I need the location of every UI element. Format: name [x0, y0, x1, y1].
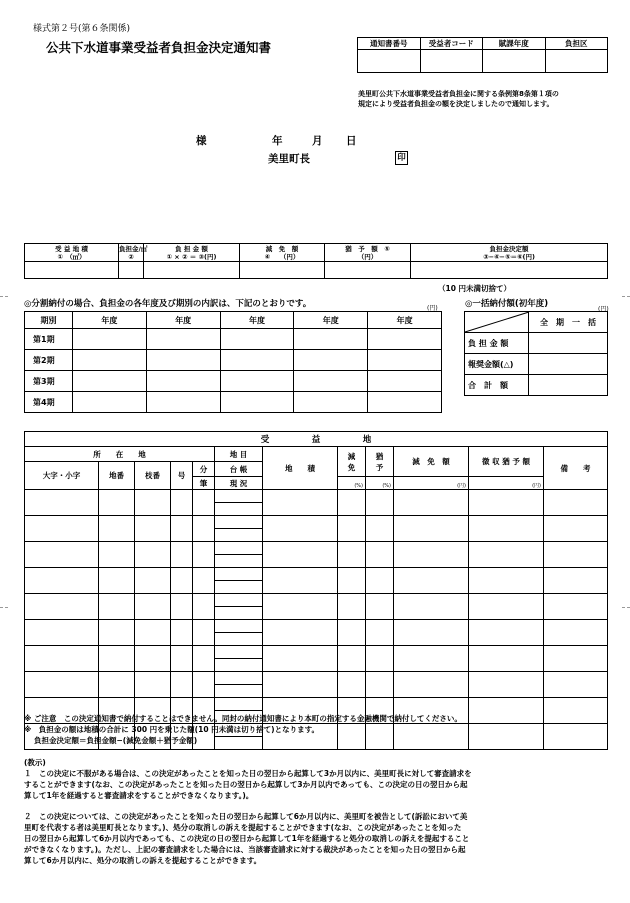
land-entry-cell: [544, 594, 608, 620]
land-entry-cell: [135, 672, 171, 698]
land-entry-cell: [469, 620, 544, 646]
year-header-5: 年度: [368, 312, 442, 329]
oaza-koaza-header: 大字・小字: [25, 462, 99, 490]
period-1-label: 第1期: [25, 329, 73, 350]
notice-number-label: 通知書番号: [358, 38, 421, 50]
land-entry-cell: [99, 490, 135, 516]
land-entry-row: [25, 620, 608, 633]
land-entry-row: [25, 646, 608, 659]
instruction-2-line-5: 算して6か月以内に、処分の取消しの訴えを提起することができます。: [24, 856, 262, 865]
land-current-cell: [215, 685, 263, 698]
land-entry-cell: [99, 568, 135, 594]
current-category-header: 現 況: [215, 477, 263, 490]
date-month-label: 月: [312, 135, 323, 147]
land-entry-cell: [338, 516, 366, 542]
branch-number-header: 枝番: [135, 462, 171, 490]
collection-deferment-header: 徴 収 猶 予 額: [469, 447, 544, 477]
deferment-rate-header: 猶 予: [366, 447, 394, 477]
land-entry-cell: [544, 672, 608, 698]
note-2: ※ 負担金の額は地積の合計に 300 円を乗じた額(10 円未満は切り捨て)となります。: [24, 725, 319, 734]
land-entry-cell: [135, 490, 171, 516]
installment-unit-label: (円): [427, 305, 438, 312]
land-entry-cell: [171, 646, 193, 672]
land-entry-cell: [338, 594, 366, 620]
form-number: 様式第２号(第６条関係): [33, 24, 131, 34]
land-entry-cell: [99, 542, 135, 568]
land-entry-cell: [394, 568, 469, 594]
land-entry-cell: [366, 516, 394, 542]
land-entry-cell: [263, 620, 338, 646]
instruction-1-line-3: 算して1年を経過すると審査請求をすることができなくなります。)。: [24, 791, 254, 800]
issuer-row: [250, 151, 450, 167]
land-current-cell: [215, 581, 263, 594]
year-header-3: 年度: [220, 312, 294, 329]
land-entry-cell: [135, 568, 171, 594]
land-entry-cell: [25, 646, 99, 672]
land-entry-cell: [193, 490, 215, 516]
land-register-cell: [215, 672, 263, 685]
land-entry-cell: [394, 594, 469, 620]
fold-mark-right-bottom: [622, 607, 630, 608]
land-entry-cell: [171, 542, 193, 568]
land-entry-row: [25, 672, 608, 685]
land-entry-cell: [171, 594, 193, 620]
land-current-cell: [215, 529, 263, 542]
land-entry-cell: [394, 490, 469, 516]
land-current-cell: [215, 555, 263, 568]
land-entry-cell: [171, 620, 193, 646]
land-entry-cell: [469, 490, 544, 516]
burden-district-value: [545, 50, 608, 73]
land-entry-cell: [469, 672, 544, 698]
year-header-2: 年度: [146, 312, 220, 329]
land-entry-cell: [366, 490, 394, 516]
levy-year-label: 賦課年度: [483, 38, 546, 50]
period-3-label: 第3期: [25, 371, 73, 392]
land-entry-cell: [338, 646, 366, 672]
land-register-cell: [215, 490, 263, 503]
lot-number-header: 地番: [99, 462, 135, 490]
remarks-header: 備 考: [544, 447, 608, 490]
land-entry-cell: [366, 646, 394, 672]
land-entry-cell: [171, 672, 193, 698]
location-header: 所 在 地: [25, 447, 215, 462]
land-entry-cell: [263, 516, 338, 542]
land-register-cell: [215, 646, 263, 659]
period-4-label: 第4期: [25, 392, 73, 413]
beneficiary-code-label: 受益者コード: [420, 38, 483, 50]
land-entry-cell: [366, 672, 394, 698]
land-entry-cell: [394, 646, 469, 672]
exemption-unit: (円): [394, 477, 469, 490]
land-entry-cell: [366, 620, 394, 646]
notice-line-2: 規定により受益者負担金の額を決定しましたので通知します。: [358, 100, 554, 108]
final-burden-value: [411, 262, 608, 279]
land-entry-cell: [193, 516, 215, 542]
exemption-amount-header: 減 免 額 ④ （円）: [240, 244, 325, 262]
land-entry-cell: [193, 542, 215, 568]
land-title: 受 益 地: [25, 432, 608, 447]
land-entry-cell: [338, 620, 366, 646]
instruction-1-line-2: することができます(なお、この決定があったことを知った日の翌日から起算して3か月以内であっても、この決定の日の翌日から起: [24, 780, 468, 789]
land-area-header: 地 積: [263, 447, 338, 490]
diagonal-line: [465, 312, 529, 332]
burden-per-m2-header: 負担金/㎡ ②: [119, 244, 148, 261]
land-entry-cell: [25, 594, 99, 620]
land-entry-cell: [263, 646, 338, 672]
land-entry-cell: [25, 516, 99, 542]
lump-sum-unit-label: (円): [598, 306, 609, 313]
land-entry-cell: [469, 516, 544, 542]
land-entry-cell: [25, 490, 99, 516]
exemption-rate-header: 減 免: [338, 447, 366, 477]
land-entry-cell: [171, 516, 193, 542]
land-entry-cell: [394, 672, 469, 698]
land-register-cell: [215, 516, 263, 529]
land-entry-cell: [99, 620, 135, 646]
deferment-amount-header: 猶 予 額 ⑤ （円）: [325, 244, 411, 262]
land-entry-cell: [193, 594, 215, 620]
deferment-amount-value: [325, 262, 411, 279]
land-entry-cell: [544, 620, 608, 646]
notice-text: [358, 89, 559, 109]
land-entry-cell: [263, 542, 338, 568]
land-current-cell: [215, 503, 263, 516]
land-entry-cell: [544, 646, 608, 672]
notice-number-value: [358, 50, 421, 73]
land-entry-cell: [338, 542, 366, 568]
land-entry-cell: [366, 568, 394, 594]
deferment-rate-unit: (%): [366, 477, 394, 490]
land-entry-cell: [99, 594, 135, 620]
land-entry-cell: [263, 568, 338, 594]
instruction-heading: (教示): [24, 758, 46, 767]
notes-block: [24, 713, 614, 746]
exemption-header: 減 免 額: [394, 447, 469, 477]
beneficiary-code-value: [420, 50, 483, 73]
date-day-label: 日: [346, 135, 357, 147]
document-title: 公共下水道事業受益者負担金決定通知書: [46, 40, 272, 55]
land-entry-cell: [469, 594, 544, 620]
land-entry-cell: [263, 672, 338, 698]
lump-sum-section-title: ◎一括納付額(初年度): [465, 299, 549, 309]
full-period-header: 全 期 一 括: [529, 312, 608, 333]
land-entry-cell: [135, 620, 171, 646]
instruction-2-line-4: ができなくなります。)。ただし、上記の審査請求をした場合には、当該審査請求に対する裁決があったことを知った日の翌日から起: [24, 845, 466, 854]
land-entry-cell: [394, 516, 469, 542]
land-current-cell: [215, 659, 263, 672]
land-entry-cell: [263, 490, 338, 516]
seal-mark: 印: [395, 151, 408, 165]
land-entry-row: [25, 698, 608, 711]
lump-burden-amount-label: 負 担 金 額: [465, 333, 529, 354]
land-entry-cell: [544, 542, 608, 568]
land-entry-cell: [135, 542, 171, 568]
land-category-header: 地 目: [215, 447, 263, 462]
land-entry-cell: [394, 542, 469, 568]
addressee-honorific: 様: [196, 135, 207, 147]
land-entry-row: [25, 490, 608, 503]
burden-amount-header: 負 担 金 額 ① × ② ＝ ③(円): [144, 244, 240, 262]
instruction-block: [24, 757, 616, 866]
land-entry-cell: [193, 672, 215, 698]
rounding-note: （10 円未満切捨て）: [438, 284, 512, 293]
note-1: ※ ご注意 この決定通知書で納付することはできません。同封の納付通知書により本町の指定する金融機関で納付してください。: [24, 714, 462, 723]
land-entry-cell: [338, 568, 366, 594]
land-current-cell: [215, 633, 263, 646]
fold-mark-left-bottom: [0, 607, 8, 608]
land-register-cell: [215, 568, 263, 581]
fold-mark-left-top: [0, 296, 8, 297]
land-register-cell: [215, 698, 263, 711]
burden-per-m2-value: [119, 262, 144, 279]
land-entry-cell: [366, 594, 394, 620]
note-3: 負担金決定額＝負担金額−(減免金額＋猶予金額): [34, 736, 198, 745]
burden-calculation-table: [24, 243, 608, 279]
collection-deferment-unit: (円): [469, 477, 544, 490]
land-entry-row: [25, 516, 608, 529]
land-entry-cell: [99, 646, 135, 672]
exemption-amount-value: [240, 262, 325, 279]
land-entry-cell: [338, 672, 366, 698]
land-entry-cell: [394, 620, 469, 646]
land-entry-cell: [25, 672, 99, 698]
land-register-cell: [215, 542, 263, 555]
land-current-cell: [215, 607, 263, 620]
land-entry-row: [25, 542, 608, 555]
burden-district-label: 負担区: [545, 38, 608, 50]
register-category-header: 台 帳: [215, 462, 263, 477]
issuer-mayor: 美里町長: [268, 153, 310, 165]
land-entry-cell: [25, 620, 99, 646]
period-2-label: 第2期: [25, 350, 73, 371]
notice-line-1: 美里町公共下水道事業受益者負担金に関する条例第8条第１項の: [358, 90, 559, 98]
land-table-body: [25, 490, 608, 750]
land-entry-cell: [193, 646, 215, 672]
burden-amount-value: [144, 262, 240, 279]
installment-table: [24, 311, 442, 413]
land-entry-cell: [338, 490, 366, 516]
land-entry-cell: [25, 542, 99, 568]
lump-total-amount-label: 合 計 額: [465, 375, 529, 396]
addressee-date-row: [196, 133, 426, 147]
land-entry-cell: [544, 568, 608, 594]
notice-id-table: [357, 37, 608, 73]
lump-sum-corner: [465, 312, 529, 333]
year-header-1: 年度: [73, 312, 147, 329]
date-year-label: 年: [272, 135, 283, 147]
land-entry-cell: [135, 646, 171, 672]
year-header-4: 年度: [294, 312, 368, 329]
subdivision-header-top: 分: [193, 462, 215, 477]
lump-sum-table: [464, 311, 608, 396]
exemption-rate-unit: (%): [338, 477, 366, 490]
instruction-2-line-2: 里町を代表する者は美里町長となります。)、処分の取消しの訴えを提起することができます(なお、この決定があったことを知った: [24, 823, 462, 832]
land-entry-cell: [469, 646, 544, 672]
beneficiary-area-value: [25, 262, 119, 279]
installment-section-title: ◎分割納付の場合、負担金の各年度及び期別の内訳は、下記のとおりです。: [24, 299, 312, 309]
land-register-cell: [215, 594, 263, 607]
fold-mark-right-top: [622, 296, 630, 297]
instruction-2-line-3: 日の翌日から起算して6か月以内であっても、この決定の日の翌日から起算して1年を経過すると処分の取消しの訴えを提起すること: [24, 834, 470, 843]
subdivision-header-bottom: 筆: [193, 477, 215, 490]
land-entry-row: [25, 594, 608, 607]
instruction-2-line-1: ２ この決定については、この決定があったことを知った日の翌日から起算して6か月以内に、美里町を被告として(訴訟において美: [24, 812, 468, 821]
land-entry-cell: [171, 490, 193, 516]
land-entry-cell: [469, 568, 544, 594]
period-header: 期別: [25, 312, 73, 329]
final-burden-header: 負担金決定額 ③−④−⑤＝⑥(円): [411, 244, 608, 262]
land-entry-cell: [25, 568, 99, 594]
land-entry-cell: [171, 568, 193, 594]
land-entry-cell: [135, 516, 171, 542]
land-entry-cell: [99, 516, 135, 542]
land-entry-cell: [366, 542, 394, 568]
lump-reward-amount-label: 報奨金額(△): [465, 354, 529, 375]
land-entry-cell: [263, 594, 338, 620]
house-number-header: 号: [171, 462, 193, 490]
beneficiary-land-table: [24, 431, 608, 750]
land-entry-cell: [469, 542, 544, 568]
land-entry-row: [25, 568, 608, 581]
beneficiary-area-header: 受 益 地 積 ① （㎡）: [25, 244, 119, 262]
land-entry-cell: [135, 594, 171, 620]
land-entry-cell: [99, 672, 135, 698]
instruction-1-line-1: １ この決定に不服がある場合は、この決定があったことを知った日の翌日から起算して3か月以内に、美里町長に対して審査請求を: [24, 769, 472, 778]
land-register-cell: [215, 620, 263, 633]
land-entry-cell: [193, 568, 215, 594]
levy-year-value: [483, 50, 546, 73]
land-entry-cell: [544, 516, 608, 542]
land-entry-cell: [193, 620, 215, 646]
land-entry-cell: [544, 490, 608, 516]
